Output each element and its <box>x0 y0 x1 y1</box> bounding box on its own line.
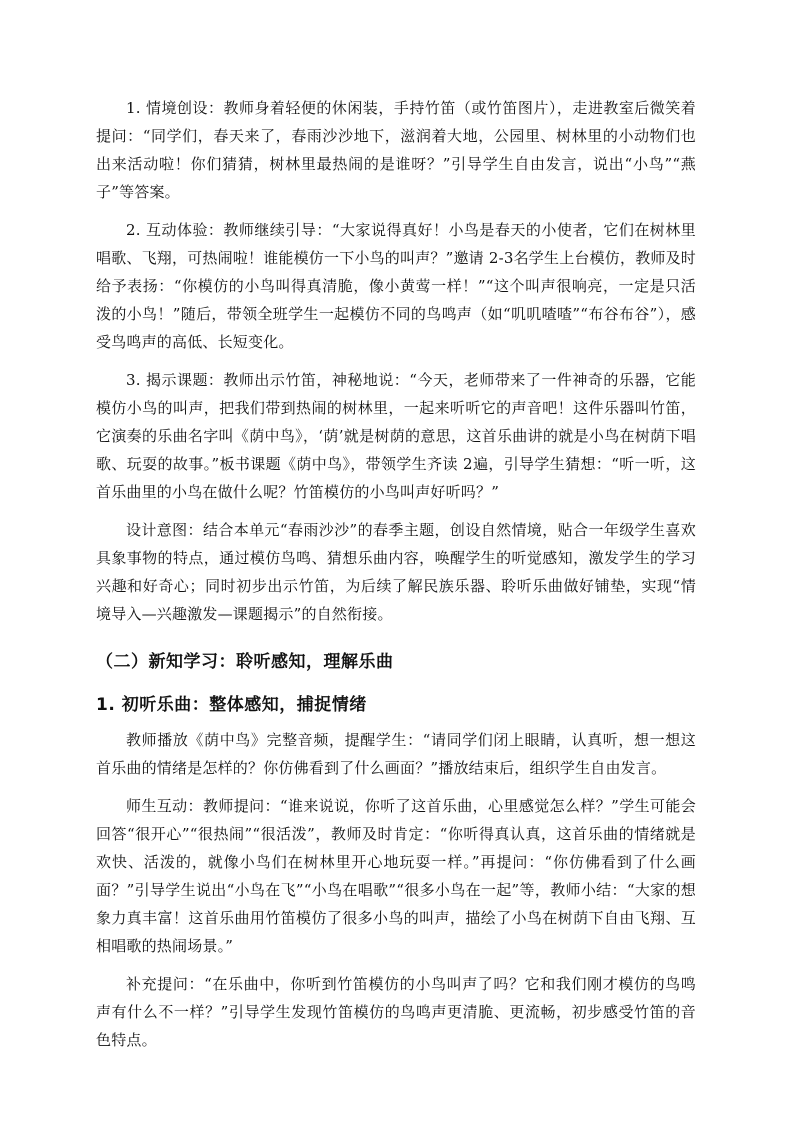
sub-heading: 1. 初听乐曲：整体感知，捕捉情绪 <box>96 695 367 715</box>
paragraph-follow-up-question: 补充提问：“在乐曲中，你听到竹笛模仿的小鸟叫声了吗？它和我们刚才模仿的鸟鸣声有什么不一样？”引导学生发现竹笛模仿的鸟鸣声更清脆、更流畅，初步感受竹笛的音色特点。 <box>96 975 696 1049</box>
paragraph-situation-setup: 1. 情境创设：教师身着轻便的休闲装，手持竹笛（或竹笛图片），走进教室后微笑着提问：“同学们，春天来了，春雨沙沙地下，滋润着大地，公园里、树林里的小动物们也出来活动啦！你们猜猜，树林里最热闹的是谁呀？”引导学生自由发言，说出“小鸟”“燕子”等答案。 <box>96 99 696 201</box>
paragraph-interactive-experience: 2. 互动体验：教师继续引导：“大家说得真好！小鸟是春天的小使者，它们在树林里唱歌、飞翔，可热闹啦！谁能模仿一下小鸟的叫声？”邀请 2-3名学生上台模仿，教师及时给予表扬：“你模仿的小鸟叫得真清脆，像小黄莺一样！”“这个叫声很响亮，一定是只活泼的小鸟！”随后，带领全班学生一起模仿不同的鸟鸣声（如“叽叽喳喳”“布谷布谷”），感受鸟鸣声的高低、长短变化。 <box>96 221 696 351</box>
document-body <box>96 94 696 1064</box>
paragraph-teacher-student-interaction: 师生互动：教师提问：“谁来说说，你听了这首乐曲，心里感觉怎么样？”学生可能会回答“很开心”“很热闹”“很活泼”，教师及时肯定：“你听得真认真，这首乐曲的情绪就是欢快、活泼的，就像小鸟们在树林里开心地玩耍一样。”再提问：“你仿佛看到了什么画面？”引导学生说出“小鸟在飞”“小鸟在唱歌”“很多小鸟在一起”等，教师小结：“大家的想象力真丰富！这首乐曲用竹笛模仿了很多小鸟的叫声，描绘了小鸟在树荫下自由飞翔、互相唱歌的热闹场景。” <box>96 797 696 955</box>
section-heading: （二）新知学习：聆听感知，理解乐曲 <box>96 652 394 672</box>
paragraph-play-audio: 教师播放《荫中鸟》完整音频，提醒学生：“请同学们闭上眼睛，认真听，想一想这首乐曲的情绪是怎样的？你仿佛看到了什么画面？”播放结束后，组织学生自由发言。 <box>96 731 696 777</box>
paragraph-reveal-topic: 3. 揭示课题：教师出示竹笛，神秘地说：“今天，老师带来了一件神奇的乐器，它能模仿小鸟的叫声，把我们带到热闹的树林里，一起来听听它的声音吧！这件乐器叫竹笛，它演奏的乐曲名字叫《荫中鸟》，‘荫’就是树荫的意思，这首乐曲讲的就是小鸟在树荫下唱歌、玩耍的故事。”板书课题《荫中鸟》，带领学生齐读 2遍，引导学生猜想：“听一听，这首乐曲里的小鸟在做什么呢？竹笛模仿的小鸟叫声好听吗？” <box>96 371 696 501</box>
paragraph-design-intent: 设计意图：结合本单元“春雨沙沙”的春季主题，创设自然情境，贴合一年级学生喜欢具象事物的特点，通过模仿鸟鸣、猜想乐曲内容，唤醒学生的听觉感知，激发学生的学习兴趣和好奇心；同时初步出示竹笛，为后续了解民族乐器、聆听乐曲做好铺垫，实现“情境导入—兴趣激发—课题揭示”的自然衔接。 <box>96 521 696 623</box>
